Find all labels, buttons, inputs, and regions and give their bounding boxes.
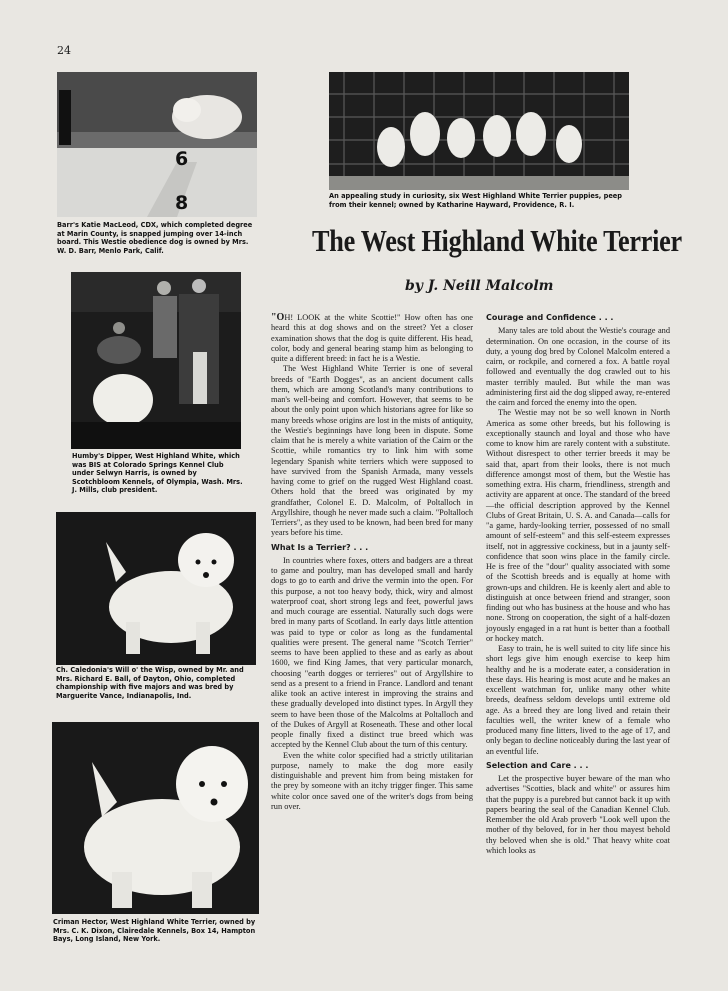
jump-board-number-8: 8: [175, 192, 189, 214]
jump-board-number-6: 6: [175, 148, 189, 170]
article-heading-selection: Selection and Care . . .: [486, 760, 589, 770]
article-heading-courage: Courage and Confidence . . .: [486, 313, 614, 322]
article-column-2: [486, 313, 670, 856]
caption-photo-puppies: An appealing study in curiosity, six West Highland White Terrier puppies, peep from their kennel; owned by Katharine Hayward, Providence, R. I.: [329, 192, 622, 209]
photo-jumping-dog: [57, 72, 257, 217]
article-title: The West Highland White Terrier: [312, 224, 682, 258]
article-col2-p2: The Westie may not be so well known in North America as some other breeds, but his following is exceptionally staunch and loyal and those who have come to know him are rarely content with a substitute. Without disrespect to other terrier breeds it may be said that, apart from their looks, there is not much difference amongst most of them, but the Westie has something extra. His charm, friendliness, strength and activity are apparent at once. The standard of the breed—the official description approved by the Kennel Clubs of Great Britain, U. S. A. and Canada—calls for "a game, hardy-looking terrier, possessed of no small amount of self-esteem" and this self-esteem expresses itself, not in aggressive cockiness, but in a jaunty self-confidence that soon wins place in the family circle. He is free of the "dour" quality associated with some of the Scottish breeds and is equally at home with grown-ups and children. He is keenly alert and able to distinguish at once between friend and stranger, soon finding out who has business at the house and who has none. Strong on cooperation, the sight of a half-dozen joyously engaged in a rat hunt is better than a football or hockey match.: [486, 408, 670, 643]
caption-photo-humbys-dipper: Humby's Dipper, West Highland White, which was BIS at Colorado Springs Kennel Club under Selwyn Harris, is owned by Scotchbloom Kennels, of Olympia, Wash. Mrs. J. Mills, club president.: [72, 452, 243, 495]
photo-puppies-kennel-image: [329, 72, 629, 190]
page-number: 24: [57, 44, 71, 57]
caption-photo-criman-hector: Criman Hector, West Highland White Terrier, owned by Mrs. C. K. Dixon, Clairedale Kennels, Box 14, Hampton Bays, Long Island, New York.: [53, 918, 256, 944]
photo-puppies-kennel: [329, 72, 629, 190]
article-col1-p1: [271, 313, 473, 364]
article-col1-p2: The West Highland White Terrier is one of several breeds of "Earth Dogges", as an ancient document calls them, which are among Scotland's many contributions to man's well-being and comfort. However, that seems to be about the only point upon which historians agree for like so many breeds whose origins are lost in the mists of antiquity, the Westie's beginnings have long been in dispute. Some claim that he is merely a white variation of the Cairn or the Scottie, while romantics try to link him with some legendary Spanish white terriers which were supposed to have survived from the Spanish Armada, many vessels having come to grief on the rugged West Highland coast. Others hold that the breed was originated by my grandfather, Colonel E. D. Malcolm, of Poltalloch in Argyllshire, though he never made such a claim. "Poltalloch Terriers", as they used to be known, had been bred for many years before his time.: [271, 364, 473, 538]
photo-humbys-dipper: [71, 272, 241, 449]
photo-criman-hector-image: [52, 722, 259, 914]
caption-photo-caledonia: Ch. Caledonia's Will o' the Wisp, owned by Mr. and Mrs. Richard E. Ball, of Dayton, Ohio, completed championship with five majors and was bred by Marguerite Vance, Indianapolis, Ind.: [56, 666, 244, 700]
photo-humbys-dipper-image: [71, 272, 241, 449]
photo-criman-hector: [52, 722, 259, 914]
article-col1-p1-text: H! LOOK at the white Scottie!" How often has one heard this at dog shows and on the street? Yet a closer examination shows that the dog is quite different. His head, color, body and general bearing stamp him as belonging to quite a different breed: in fact he is a Westie.: [271, 313, 473, 363]
article-byline: by J. Neill Malcolm: [405, 278, 554, 294]
article-col2-p1: Many tales are told about the Westie's courage and determination. On one occasion, in the course of its duty, a young dog bred by Colonel Malcolm entered a cairn, or rockpile, and cornered a fox. A battle royal followed and eventually the dog crawled out to his master terribly mauled. But while the man was administering first aid the dog slipped away, re-entered the cairn and forced the enemy into the open.: [486, 326, 670, 407]
article-col2-p4: Let the prospective buyer beware of the man who advertises "Scotties, black and white" or assures him that the puppy is a purebred but cannot back it up with papers bearing the seal of the Canadian Kennel Club. Remember the old Arab proverb "Look well upon the mother of thy beloved, for in her thou mayest behold thy beloved when she is old." That heavy white coat which looks as: [486, 774, 670, 855]
article-heading-what-is-terrier: What Is a Terrier? . . .: [271, 542, 369, 552]
photo-caledonia: [56, 512, 256, 665]
article-col2-p3: Easy to train, he is well suited to city life since his short legs give him enough exercise to keep him healthy and he is a moderate eater, a consideration in these days. His hearing is most acute and he makes an excellent watchman for, unlike many other white breeds, deafness seldom develops until extreme old age. As a breed they are long lived and retain their faculties well, the writer knew of a female who produced many fine litters, lived to the age of 17, and only began to decline noticeably during the last year of an eventful life.: [486, 644, 670, 756]
article-col1-p4: Even the white color specified had a strictly utilitarian purpose, namely to make the dog more easily distinguishable and prevent him from being mistaken for the prey by someone with an itchy trigger finger. This same white color once saved one of the writer's dogs from being run over.: [271, 750, 473, 811]
photo-jumping-dog-image: [57, 72, 257, 217]
article-dropcap: "O: [271, 312, 285, 323]
photo-caledonia-image: [56, 512, 256, 665]
article-col1-p3: In countries where foxes, otters and badgers are a threat to game and poultry, man has developed small and hardy dogs to go to earth and drive the vermin into the open. For this purpose, a not too heavy body, thick, wiry and almost waterproof coat, short strong legs and feet, powerful jaws and much courage are essential. Naturally such dogs were bred in many parts of Scotland. In early days little attention was paid to type or color as long as the fundamental qualities were present. The general name "Scotch Terrier" seems to have been applied to these and as early as about 1600, we find King James, that very particular monarch, choosing "earth dogges or terrieres" out of Argyllshire to send as a present to a friend in France. Landlord and tenant alike took an active interest in improving the strains and these gradually developed into distinct types. In Argyll they seem to have been those of the Malcolms at Poltalloch and of the Dukes of Argyll at Roseneath. These and other local people finally fixed a distinct true breed which was accepted by the Kennel Club about the turn of this century.: [271, 555, 473, 750]
article-column-1: [271, 313, 473, 812]
caption-photo-jumping-dog: Barr's Katie MacLeod, CDX, which completed degree at Marin County, is snapped jumping over 14-inch board. This Westie obedience dog is owned by Mrs. W. D. Barr, Menlo Park, Calif.: [57, 221, 253, 255]
